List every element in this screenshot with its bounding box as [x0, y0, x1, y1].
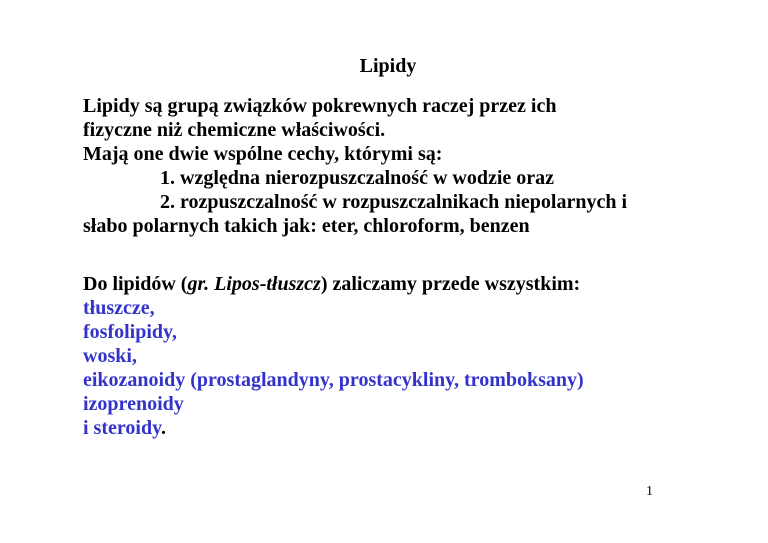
intro-line: słabo polarnych takich jak: eter, chloroform, benzen — [83, 215, 530, 237]
class-item-eicosanoids: eikozanoidy (prostaglandyny, prostacykliny, tromboksany) — [83, 369, 584, 391]
feature-item-1: 1. względna nierozpuszczalność w wodzie oraz — [160, 167, 555, 189]
page-number: 1 — [646, 484, 653, 499]
final-period: . — [160, 417, 166, 439]
classes-intro — [83, 272, 584, 296]
intro-line: Mają one dwie wspólne cechy, którymi są: — [83, 143, 443, 165]
intro-line: Lipidy są grupą związków pokrewnych raczej przez ich — [83, 95, 557, 117]
feature-item-2: 2. rozpuszczalność w rozpuszczalnikach niepolarnych i — [160, 191, 628, 213]
classes-intro-before: Do lipidów ( — [83, 273, 188, 295]
class-item-steroids-line — [83, 416, 584, 440]
class-item-fats: tłuszcze, — [83, 297, 155, 319]
intro-paragraph — [83, 94, 627, 238]
class-item-waxes: woski, — [83, 345, 137, 367]
class-item-phospholipids: fosfolipidy, — [83, 321, 177, 343]
classes-intro-after: ) zaliczamy przede wszystkim: — [320, 273, 581, 295]
classes-intro-etymology: gr. Lipos-tłuszcz — [187, 273, 321, 295]
classes-section — [83, 272, 584, 440]
class-item-isoprenoids: izoprenoidy — [83, 393, 184, 415]
class-item-steroids: i steroidy — [83, 417, 161, 439]
intro-line: fizyczne niż chemiczne właściwości. — [83, 119, 386, 141]
page-title: Lipidy — [359, 55, 417, 77]
